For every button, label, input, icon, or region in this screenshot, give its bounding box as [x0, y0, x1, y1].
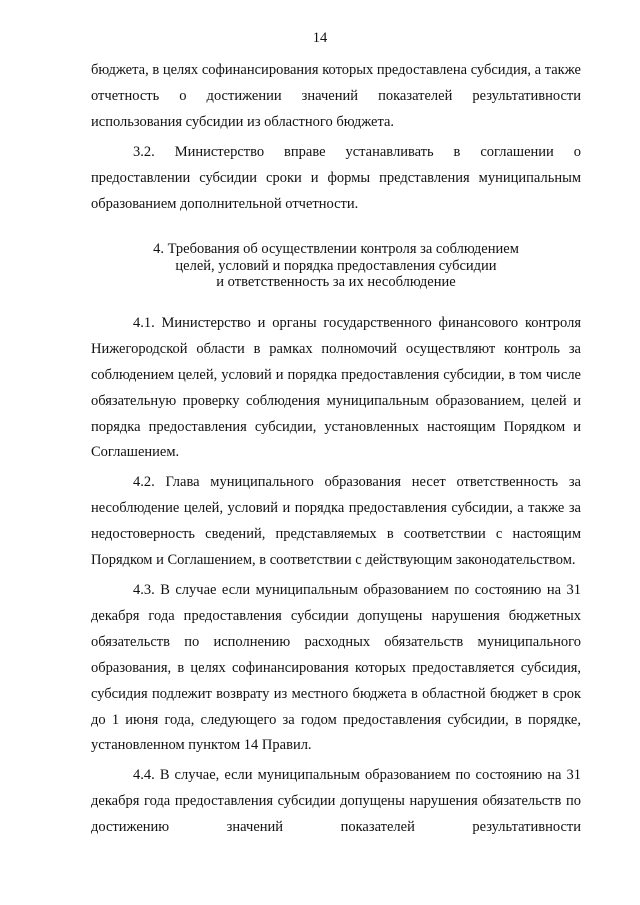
section-4-heading-line-1: 4. Требования об осуществлении контроля за соблюдением	[153, 241, 519, 258]
paragraph-4-2: 4.2. Глава муниципального образования несет ответственность за несоблюдение целей, условий и порядка предоставления субсидии, а также за недостоверность сведений, представляемых в соответствии с настоящим Порядком и Соглашением, в соответствии с действующим законодательством.	[91, 474, 581, 569]
paragraph-3-2: 3.2. Министерство вправе устанавливать в соглашении о предоставлении субсидии сроки и формы представления муниципальным образованием дополнительной отчетности.	[91, 143, 581, 212]
paragraph-4-3: 4.3. В случае если муниципальным образованием по состоянию на 31 декабря года предоставления субсидии допущены нарушения бюджетных обязательств по исполнению расходных обязательств муниципального образования, в целях софинансирования которых предоставляется субсидия, субсидия подлежит возврату из местного бюджета в областной бюджет в срок до 1 июня года, следующего за годом предоставления субсидии, в порядке, установленном пунктом 14 Правил.	[91, 582, 581, 754]
page-number: 14	[312, 30, 328, 46]
paragraph-intro: бюджета, в целях софинансирования которых предоставлена субсидия, а также отчетность о достижении значений показателей результативности использования субсидии из областного бюджета.	[91, 62, 581, 130]
paragraph-4-1: 4.1. Министерство и органы государственного финансового контроля Нижегородской области в рамках полномочий осуществляют контроль за соблюдением целей, условий и порядка предоставления субсидии, в том числе обязательную проверку соблюдения муниципальным образованием, целей и порядка предоставления субсидии, установленных настоящим Порядком и Соглашением.	[91, 314, 581, 461]
section-4-heading-line-2: целей, условий и порядка предоставления субсидии	[175, 257, 497, 274]
document-body	[91, 58, 581, 841]
section-4-heading	[91, 241, 581, 291]
paragraph-4-4: 4.4. В случае, если муниципальным образованием по состоянию на 31 декабря года предоставления субсидии допущены нарушения обязательств по достижению значений показателей результативности	[91, 767, 581, 836]
section-4-heading-line-3: и ответственность за их несоблюдение	[216, 274, 456, 291]
